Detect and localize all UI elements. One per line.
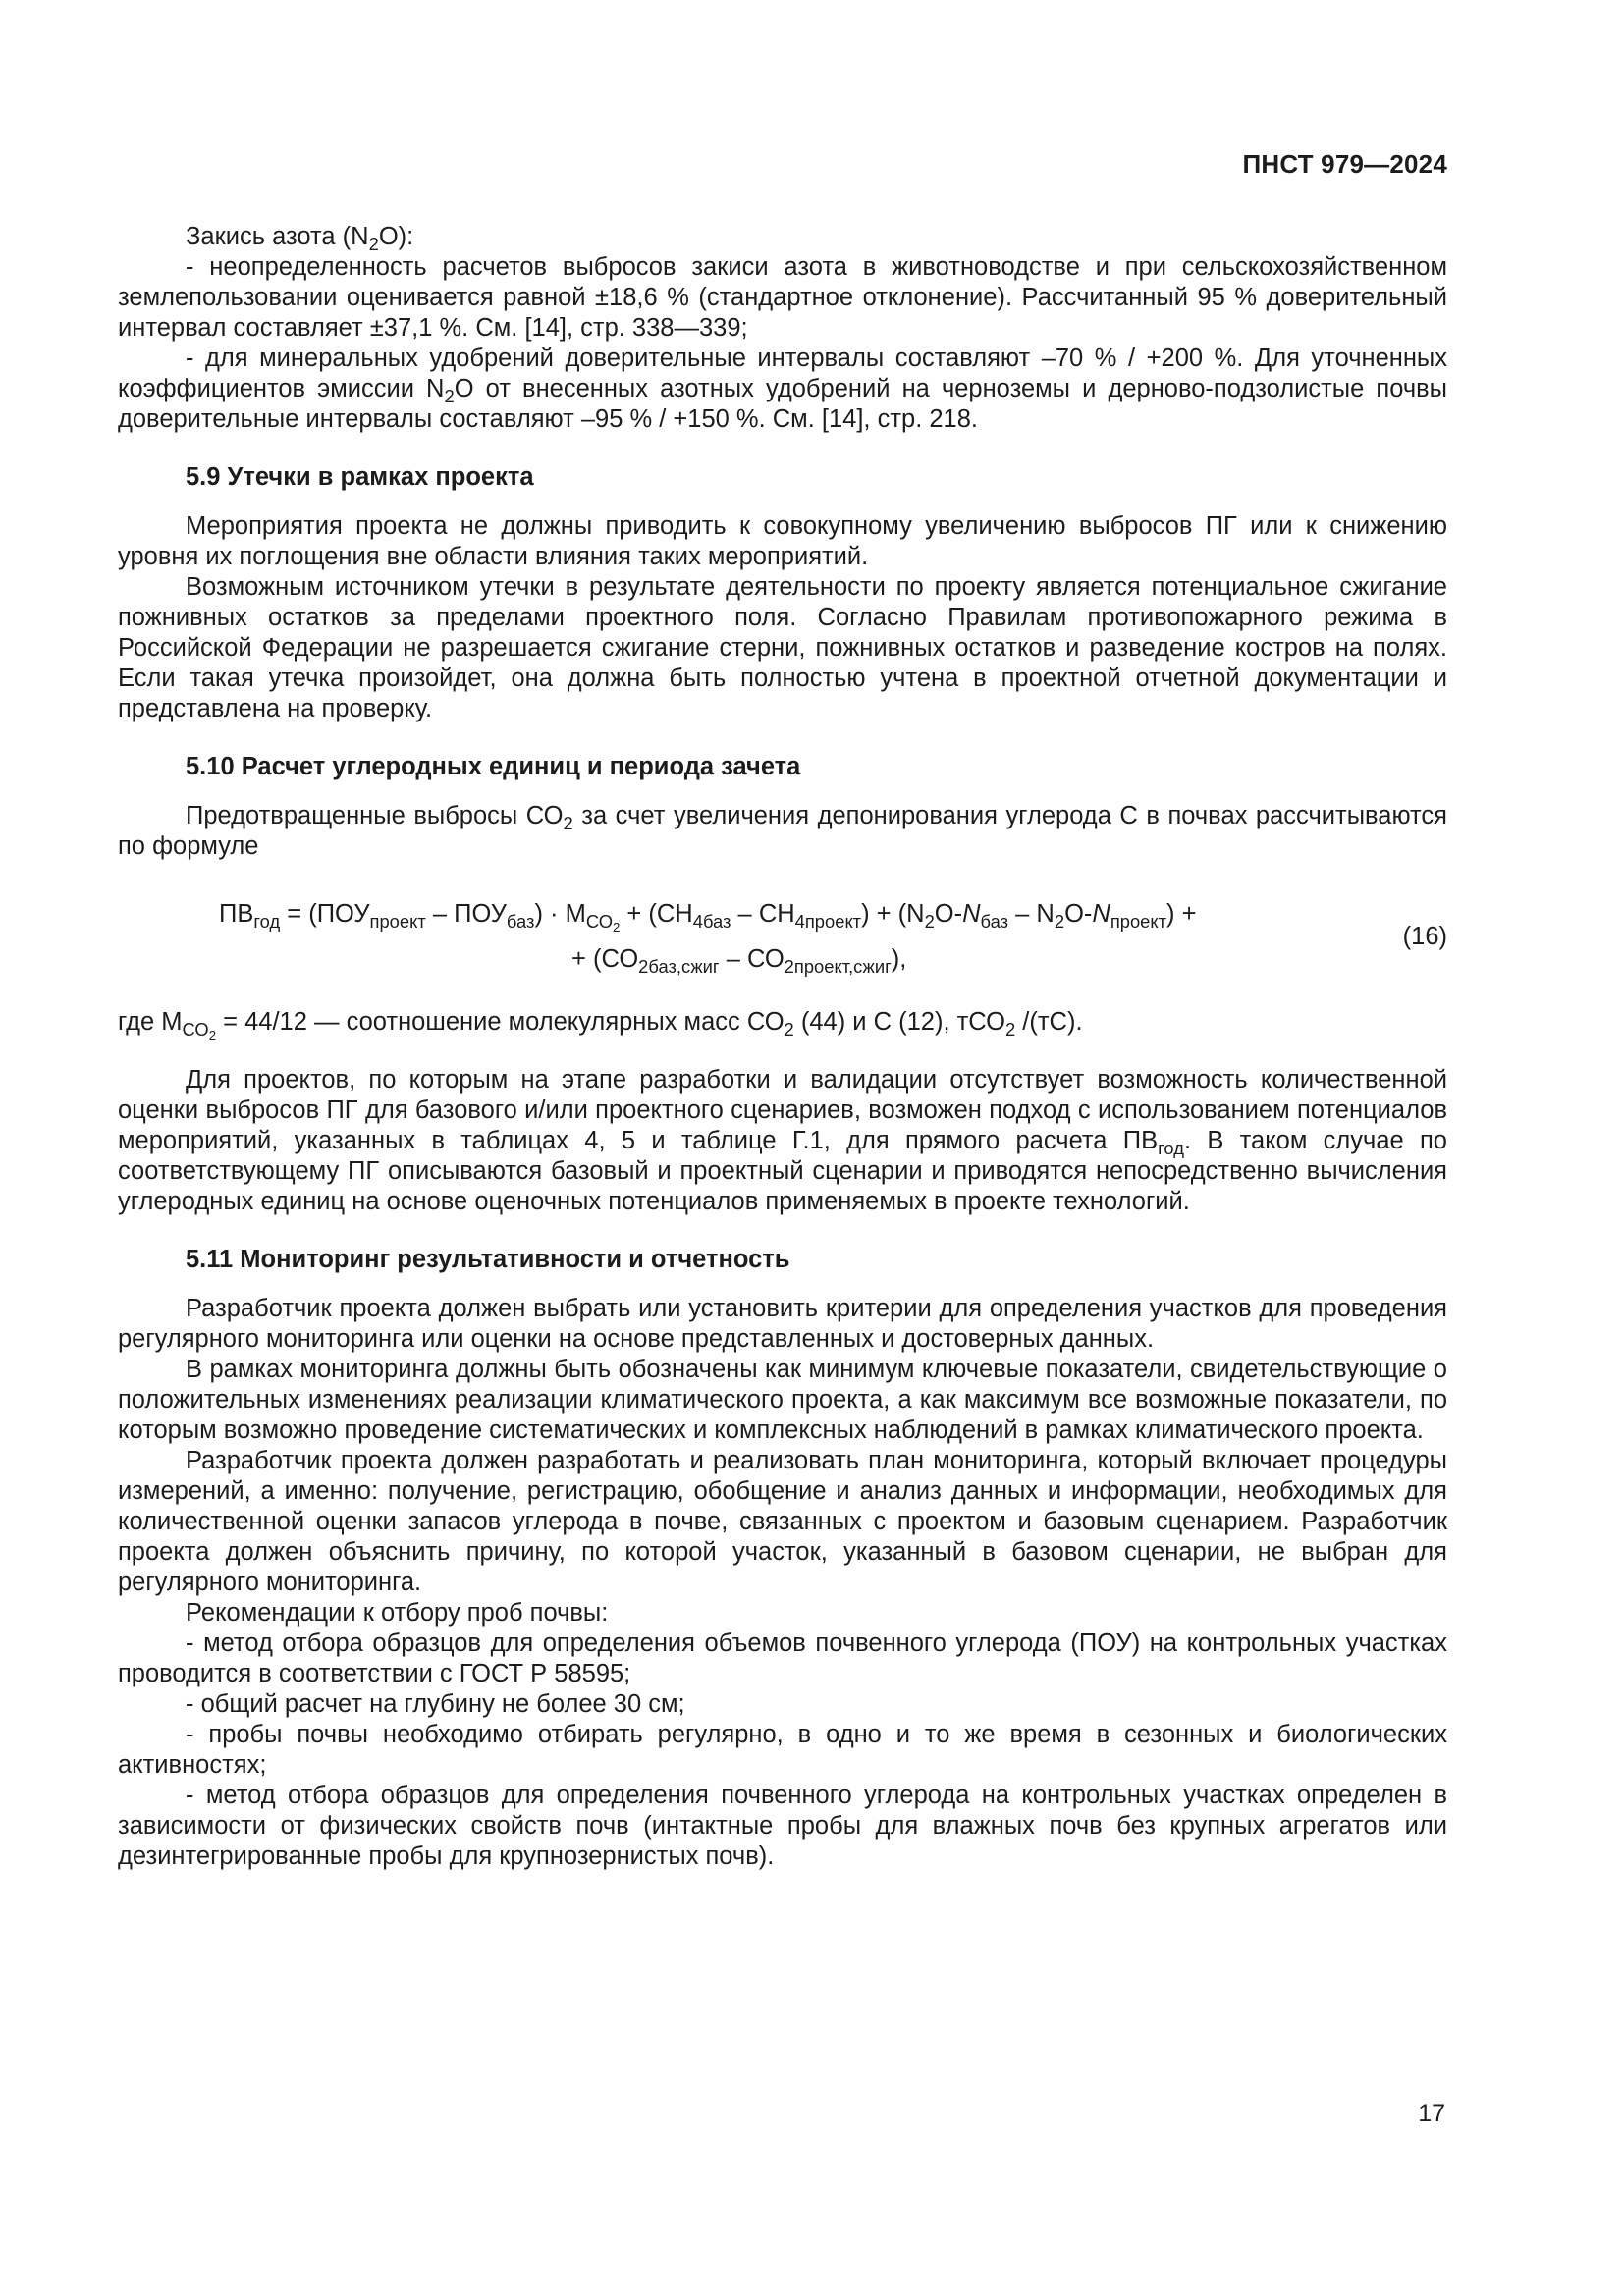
formula-line-1: $ПВ_{год} = (ПОУ_{проект} - ПОУ_{баз}) \cdot М_{СО_2} + (СН_{4баз} - СН_{4проект}) + (N_2O-N_{баз} - N_2O-N_{проект})$ +	[219, 900, 1197, 935]
formula-where-clause: где $М_{СО_2} = 44/12$ — соотношение молекулярных масс $СО_2$ (44) и С (12), тСО$_2$ /(тС).	[118, 1008, 1083, 1043]
formula-16	[118, 881, 1447, 984]
section-5-9-paragraph-1: Мероприятия проекта не должны приводить к совокупному увеличению выбросов ПГ или к снижению уровня их поглощения вне области влияния таких мероприятий.	[118, 512, 1447, 570]
section-5-11-heading: 5.11 Мониторинг результативности и отчетность	[186, 1246, 790, 1273]
section-5-11-paragraph-1: Разработчик проекта должен выбрать или установить критерии для определения участков для проведения регулярного мониторинга или оценки на основе представленных и достоверных данных.	[118, 1295, 1447, 1353]
n2o-title: Закись азота $(N_2O)$:	[186, 223, 414, 254]
list-item: - общий расчет на глубину не более 30 см;	[186, 1690, 685, 1718]
section-5-11-body	[118, 1294, 1447, 1872]
section-5-9-paragraph-2: Возможным источником утечки в результате деятельности по проекту является потенциальное сжигание пожнивных остатков за пределами проектного поля. Согласно Правилам противопожарного режима в Российской Федерации не разрешается сжигание стерни, пожнивных остатков и разведение костров на полях. Если такая утечка произойдет, она должна быть полностью учтена в проектной отчетной документации и представлена на проверку.	[118, 573, 1447, 722]
document-code: ПНСТ 979—2024	[1242, 149, 1447, 179]
list-item: - метод отбора образцов для определения объемов почвенного углерода (ПОУ) на контрольных участках проводится в соответствии с ГОСТ Р 58595;	[118, 1629, 1447, 1687]
formula-line-2: + $(СО_{2баз,сжиг} - СО_{2проект,сжиг})$,	[571, 945, 907, 977]
page-content	[118, 222, 1447, 1872]
list-item: - пробы почвы необходимо отбирать регулярно, в одно и то же время в сезонных и биологических активностях;	[118, 1721, 1447, 1779]
section-5-11-paragraph-3: Разработчик проекта должен разработать и реализовать план мониторинга, который включает процедуры измерений, а именно: получение, регистрацию, обобщение и анализ данных и информации, необходимых для количественной оценки запасов углерода в почве, связанных с проектом и базовым сценарием. Разработчик проекта должен объяснить причину, по которой участок, указанный в базовом сценарии, не выбран для регулярного мониторинга.	[118, 1447, 1447, 1596]
n2o-paragraph-1: - неопределенность расчетов выбросов закиси азота в животноводстве и при сельскохозяйственном землепользовании оценивается равной ±18,6 % (стандартное отклонение). Рассчитанный 95 % доверительный интервал составляет ±37,1 %. См. [14], стр. 338—339;	[118, 253, 1447, 342]
section-5-10-heading: 5.10 Расчет углеродных единиц и периода зачета	[186, 753, 801, 780]
formula-number: (16)	[1402, 923, 1447, 950]
section-5-11-paragraph-2: В рамках мониторинга должны быть обозначены как минимум ключевые показатели, свидетельствующие о положительных изменениях реализации климатического проекта, а как максимум все возможные показатели, по которым возможно проведение систематических и комплексных наблюдений в рамках климатического проекта.	[118, 1356, 1447, 1444]
section-5-9-heading: 5.9 Утечки в рамках проекта	[186, 463, 534, 491]
section-5-10-explanation	[118, 1007, 1447, 1217]
section-5-11-paragraph-4: Рекомендации к отбору проб почвы:	[186, 1599, 609, 1627]
section-5-10-paragraph-2: Для проектов, по которым на этапе разработки и валидации отсутствует возможность количественной оценки выбросов ПГ для базового и/или проектного сценариев, возможен подход с использованием потенциалов мероприятий, указанных в таблицах 4, 5 и таблице Г.1, для прямого расчета $ПВ_{год}$. В таком случае по соответствующему ПГ описываются базовый и проектный сценарии и приводятся непосредственно вычисления углеродных единиц на основе оценочных потенциалов применяемых в проекте технологий.	[118, 1066, 1447, 1215]
page-number: 17	[1418, 2100, 1445, 2127]
n2o-uncertainty-block	[118, 222, 1447, 435]
list-item: - метод отбора образцов для определения почвенного углерода на контрольных участках определен в зависимости от физических свойств почв (интактные пробы для влажных почв без крупных агрегатов или дезинтегрированные пробы для крупнозернистых почв).	[118, 1782, 1447, 1870]
n2o-paragraph-2: - для минеральных удобрений доверительные интервалы составляют –70 % / +200 %. Для уточненных коэффициентов эмиссии $N_2O$ от внесенных азотных удобрений на черноземы и дерново-подзолистые почвы доверительные интервалы составляют –95 % / +150 %. См. [14], стр. 218.	[118, 345, 1447, 433]
section-5-10-body	[118, 801, 1447, 862]
section-5-9-body	[118, 511, 1447, 724]
section-5-10-intro: Предотвращенные выбросы $СО_2$ за счет увеличения депонирования углерода С в почвах рассчитываются по формуле	[118, 802, 1447, 860]
